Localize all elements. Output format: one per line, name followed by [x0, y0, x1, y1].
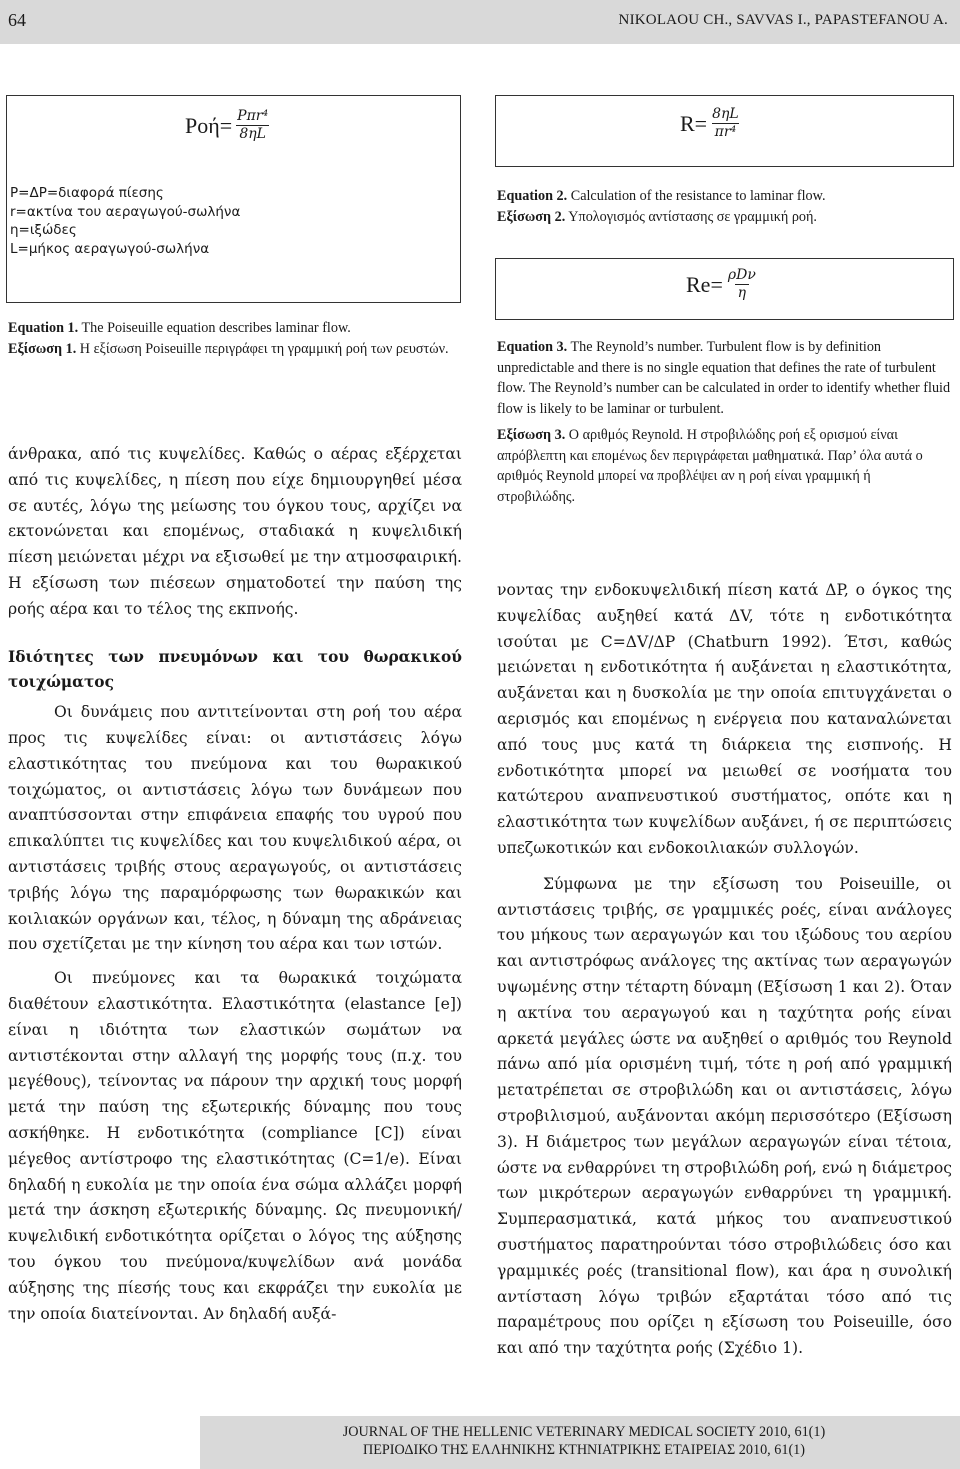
equation-3-fraction	[725, 267, 759, 302]
equation-1-denominator: 8ηL	[236, 125, 269, 143]
variable-definition: r=ακτίνα του αεραγωγού-σωλήνα	[10, 203, 241, 220]
caption-english	[497, 186, 952, 207]
paragraph: άνθρακα, από τις κυψελίδες. Καθώς ο αέρας εξέρχεται από τις κυψελίδες, η πίεση που είχε δημιουργηθεί μέσα σε αυτές, λόγω της μείωσης του όγκου τους, αρχίζει να εκτονώνεται και επομένως, σταδιακά η κυψελιδική πίεση μειώνεται μέχρι να εξισωθεί με την ατμοσφαιρική. Η εξίσωση των πιέσεων σηματοδοτεί την παύση της ροής αέρα και το τέλος της εκπνοής.	[8, 445, 462, 618]
caption-greek	[497, 425, 952, 507]
equation-2-numerator: 8ηL	[712, 106, 739, 122]
left-column-body	[8, 442, 462, 1327]
equation-2	[680, 106, 742, 141]
equation-2-lhs: R=	[680, 110, 708, 136]
equation-3-caption	[497, 337, 952, 507]
variable-definition: η=ιξώδες	[10, 222, 77, 238]
caption-english	[8, 318, 453, 339]
equation-1-fraction	[234, 108, 271, 143]
right-column-body	[497, 578, 952, 1362]
equation-3-box	[495, 258, 954, 320]
equation-1	[185, 108, 271, 143]
equation-2-box	[495, 95, 954, 167]
running-head-authors: NIKOLAOU CH., SAVVAS I., PAPASTEFANOU A.	[618, 12, 948, 28]
variable-definition: L=μήκος αεραγωγού-σωλήνα	[10, 240, 210, 257]
equation-2-denominator: πr⁴	[712, 123, 740, 141]
caption-text: Υπολογισμός αντίστασης σε γραμμική ροή.	[568, 208, 817, 225]
equation-3-lhs: Re=	[686, 271, 723, 297]
equation-2-fraction	[709, 106, 742, 141]
running-header	[0, 0, 960, 44]
equation-2-caption	[497, 186, 952, 227]
caption-label: Εξίσωση 1.	[8, 340, 77, 357]
equation-1-lhs: Ροή=	[185, 112, 233, 138]
caption-label: Equation 3.	[497, 339, 568, 355]
paragraph: νοντας την ενδοκυψελιδική πίεση κατά ΔP, ο όγκος της κυψελίδας αυξηθεί κατά ΔV, τότε η ενδοτικότητα ισούται με C=ΔV/ΔP (Chatburn 1992). Έτσι, καθώς μειώνεται η ενδοτικότητα ή αυξάνεται η ελαστικότητα, αυξάνεται και η δυσκολία με την οποία επιτυγχάνεται ο αερισμός και επομένως η ενέργεια που καταναλώνεται από τους μυς κατά τη διάρκεια της εισπνοής. Η ενδοτικότητα μπορεί να μειωθεί σε νοσήματα του κατώτερου αναπνευστικού συστήματος, οπότε και η ελαστικότητα των κυψελίδων αυξάνει, ή σε περιπτώσεις υπεζωκοτικών και ενδοκοιλιακών συλλογών.	[497, 581, 952, 857]
caption-text: Calculation of the resistance to laminar flow.	[570, 188, 826, 204]
caption-text: The Poiseuille equation describes laminar flow.	[81, 320, 351, 336]
equation-1-numerator: Pπr⁴	[237, 108, 269, 124]
caption-label: Equation 1.	[8, 320, 79, 336]
caption-label: Equation 2.	[497, 188, 568, 204]
caption-text: The Reynold’s number. Turbulent flow is by definition unpredictable and there is no single equation that defines the rate of turbulent flow. The Reynold’s number can be calculated in order to identify whether fluid flow is likely to be laminar or turbulent.	[497, 339, 951, 417]
paragraph: Οι πνεύμονες και τα θωρακικά τοιχώματα διαθέτουν ελαστικότητα. Ελαστικότητα (elastance [e]) είναι η ιδιότητα των ελαστικών σωμάτων να αντιστέκονται στην αλλαγή της μορφής τους (π.χ. του μεγέθους), τείνοντας να πάρουν την αρχική τους μορφή μετά την παύση της εξωτερικής δύναμης που τους ασκήθηκε. Η ενδοτικότητα (compliance [C]) είναι μέγεθος αντίστροφο της ελαστικότητας (C=1/e). Είναι δηλαδή η ευκολία με την οποία ένα σώμα αλλάζει μορφή μετά την άσκηση εξωτερικής δύναμης. Ως πνευμονική/κυψελιδική ενδοτικότητα ορίζεται ο λόγος της αύξησης του όγκου του πνεύμονα/κυψελίδων ανά μονάδα αύξησης της πίεσής τους και εκφράζει την ευκολία με την οποία διατείνονται. Αν δηλαδή αυξά-	[8, 969, 462, 1323]
equation-1-caption	[8, 318, 453, 359]
equation-3-denominator: η	[735, 284, 749, 302]
footer-journal-english: JOURNAL OF THE HELLENIC VETERINARY MEDICAL SOCIETY 2010, 61(1)	[342, 1424, 826, 1440]
page-number: 64	[8, 10, 26, 30]
caption-label: Εξίσωση 2.	[497, 208, 566, 225]
caption-text: Ο αριθμός Reynold. Η στροβιλώδης ροή εξ ορισμού είναι απρόβλεπτη και επομένως δεν περιγράφεται μαθηματικά. Παρ’ όλα αυτά ο αριθμός Reynold μπορεί να προβλέψει αν η ροή είναι γραμμική ή στροβιλώδης.	[497, 427, 923, 505]
caption-greek	[8, 339, 453, 360]
equation-1-variables	[10, 184, 240, 258]
paragraph: Οι δυνάμεις που αντιτείνονται στη ροή του αέρα προς τις κυψελίδες είναι: οι αντιστάσεις λόγω ελαστικότητας του πνεύμονα και του θωρακικού τοιχώματος, οι αντιστάσεις λόγω των δυνάμεων που αναπτύσσονται στην επιφάνεια επαφής του υγρού που επικαλύπτει τις κυψελίδες και του κυψελιδικού αέρα, οι αντιστάσεις τριβής στους αεραγωγούς, οι αντιστάσεις τριβής λόγω της παραμόρφωσης των θωρακικών και κοιλιακών οργάνων και, τέλος, η δύναμη της αδράνειας που σχετίζεται με την κίνηση του αέρα και των ιστών.	[8, 703, 462, 954]
section-heading: Ιδιότητες των πνευμόνων και του θωρακικού τοιχώματος	[8, 647, 462, 692]
caption-text: Η εξίσωση Poiseuille περιγράφει τη γραμμική ροή των ρευστών.	[79, 340, 449, 357]
equation-3-numerator: ρDν	[727, 267, 756, 283]
caption-greek	[497, 207, 952, 228]
variable-definition: P=ΔP=διαφορά πίεσης	[10, 185, 164, 201]
equation-3	[686, 267, 759, 302]
caption-label: Εξίσωση 3.	[497, 427, 566, 443]
caption-english	[497, 337, 952, 419]
paragraph: Σύμφωνα με την εξίσωση του Poiseuille, οι αντιστάσεις τριβής, σε γραμμικές ροές, είναι ανάλογες του μήκους των αεραγωγών και του ιξώδους του αερίου και αντιστρόφως ανάλογες της ακτίνας των αεραγωγών υψωμένης στην τέταρτη δύναμη (Εξίσωση 1 και 2). Όταν η ακτίνα του αεραγωγού και η ταχύτητα ροής είναι αρκετά μεγάλες ώστε να αυξηθεί ο αριθμός του Reynold πάνω από μία ορισμένη τιμή, τότε η ροή από γραμμική μετατρέπεται σε στροβιλώδη και οι αντιστάσεις, λόγω στροβιλισμού, αυξάνονται ακόμη περισσότερο (Εξίσωση 3). Η διάμετρος των μεγάλων αεραγωγών είναι τέτοια, ώστε να ενθαρρύνει τη στροβιλώδη ροή, ενώ η διάμετρος των μικρότερων αεραγωγών ενθαρρύνει τη γραμμική. Συμπερασματικά, κατά μήκος του αναπνευστικού συστήματος παρατηρούνται τόσο στροβιλώδεις όσο και γραμμικές ροές (transitional flow), και άρα η συνολική αντίσταση λόγω τριβών εξαρτάται τόσο από τις παραμέτρους που ορίζει η εξίσωση του Poiseuille, όσο και από την ταχύτητα ροής (Σχέδιο 1).	[497, 874, 952, 1358]
footer-journal-greek: ΠΕΡΙΟΔΙΚΟ ΤΗΣ ΕΛΛΗΝΙΚΗΣ ΚΤΗΝΙΑΤΡΙΚΗΣ ΕΤΑΙΡΕΙΑΣ 2010, 61(1)	[362, 1442, 805, 1458]
journal-footer	[200, 1416, 960, 1469]
